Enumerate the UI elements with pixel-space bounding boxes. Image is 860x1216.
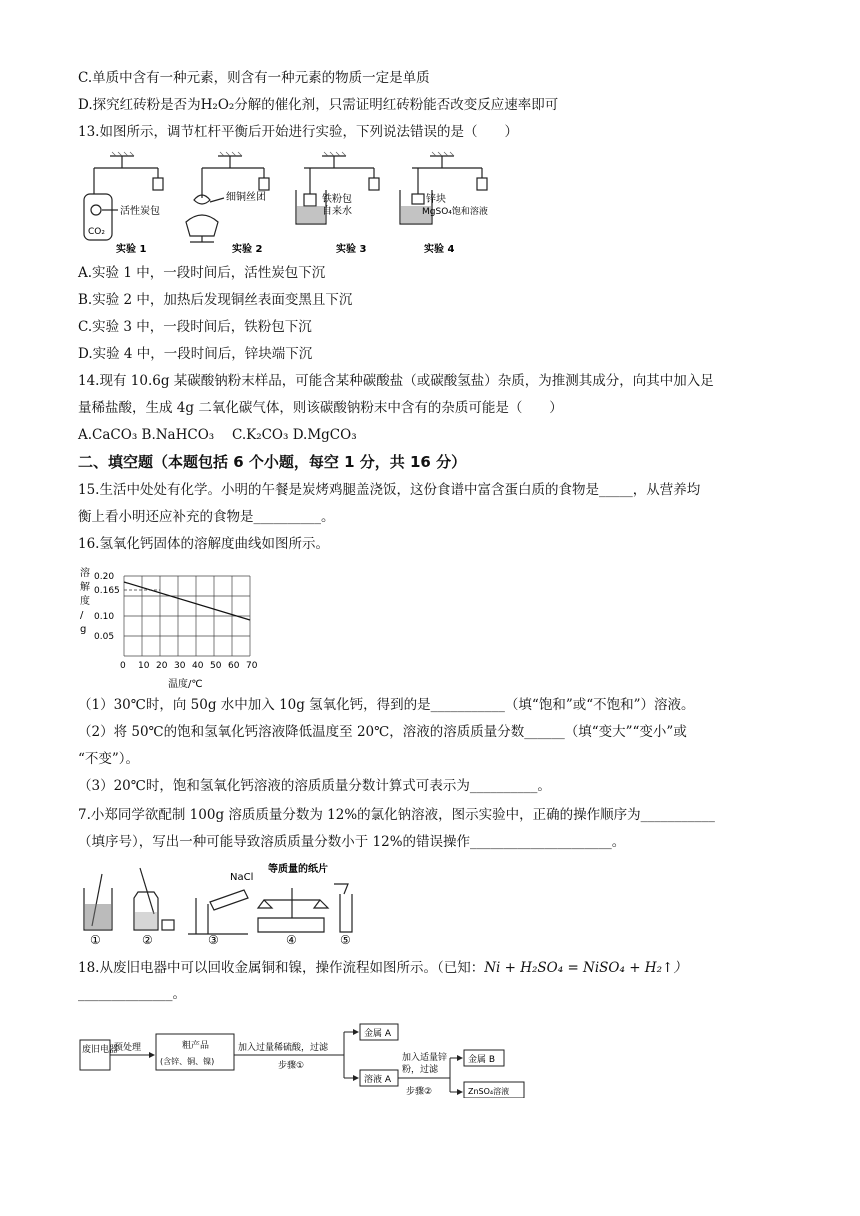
y-axis-label-char: 溶	[80, 568, 90, 579]
y-axis-label-char: 度	[80, 596, 90, 607]
y-tick-label: 0.10	[94, 612, 115, 622]
op-number-2: ②	[142, 933, 153, 947]
x-tick-label: 30	[174, 661, 186, 671]
flow-crude-contents: (含锌、铜、镍)	[160, 1057, 215, 1066]
question-17-line2: （填序号），写出一种可能导致溶质质量分数小于 12%的错误操作_____________________。	[78, 834, 626, 850]
caption-exp2: 实验 2	[232, 244, 263, 255]
option-c: C.单质中含有一种元素，则含有一种元素的物质一定是单质	[78, 70, 430, 86]
flow-pretreat: 预处理	[114, 1043, 142, 1053]
flow-box-appliances	[82, 1043, 118, 1055]
y-tick-label: 0.20	[94, 572, 115, 582]
flow-box-appliances-text: 废旧电器	[82, 1045, 119, 1055]
x-tick-label: 10	[138, 661, 150, 671]
flow-metal-a: 金属 A	[364, 1029, 392, 1039]
question-17-line1: 7.小郑同学欲配制 100g 溶质质量分数为 12%的氯化钠溶液，图示实验中，正确的操作顺序为___________	[78, 807, 715, 823]
label-zinc: 锌块	[426, 194, 446, 205]
question-18	[78, 958, 687, 978]
question-16-part1: （1）30℃时，向 50g 水中加入 10g 氢氧化钙，得到的是___________（填“饱和”或“不饱和”）溶液。	[78, 697, 695, 713]
operations-figure	[78, 858, 368, 948]
flow-metal-b: 金属 B	[468, 1055, 496, 1065]
op-number-3: ③	[208, 933, 219, 947]
solubility-chart	[78, 562, 268, 690]
recycling-flow-diagram	[78, 1022, 548, 1098]
y-tick-label: 0.05	[94, 632, 115, 642]
question-14-options: A.CaCO₃ B.NaHCO₃ C.K₂CO₃ D.MgCO₃	[78, 427, 357, 443]
op-number-4: ④	[286, 933, 297, 947]
question-15-line1: 15.生活中处处有化学。小明的午餐是炭烤鸡腿盖浇饭，这份食谱中富含蛋白质的食物是_____，从营养均	[78, 482, 701, 498]
question-16: 16.氢氧化钙固体的溶解度曲线如图所示。	[78, 536, 329, 552]
question-16-part2b: “不变”）。	[78, 751, 140, 767]
flow-solution-a: 溶液 A	[364, 1075, 392, 1085]
x-tick-label: 60	[228, 661, 240, 671]
flow-step2-text2: 粉，过滤	[402, 1065, 439, 1075]
option-d: D.探究红砖粉是否为H₂O₂分解的催化剂，只需证明红砖粉能否改变反应速率即可	[78, 97, 559, 113]
question-18-blank: ______________。	[78, 986, 186, 1002]
flow-step1-label: 步骤①	[278, 1061, 305, 1071]
op-number-1: ①	[90, 933, 101, 947]
y-axis-label-char: g	[80, 624, 87, 635]
question-15-line2: 衡上看小明还应补充的食物是__________。	[78, 509, 335, 525]
label-mgso4: MgSO₄饱和溶液	[422, 207, 488, 217]
flow-step1-text: 加入过量稀硫酸，过滤	[238, 1043, 329, 1053]
x-tick-label: 50	[210, 661, 222, 671]
label-nacl: NaCl	[230, 872, 254, 883]
question-18-text: 18.从废旧电器中可以回收金属铜和镍，操作流程如图所示。（已知：	[78, 960, 485, 976]
question-13: 13.如图所示，调节杠杆平衡后开始进行实验，下列说法错误的是（ ）	[78, 124, 518, 140]
caption-exp4: 实验 4	[424, 244, 455, 255]
x-tick-label: 20	[156, 661, 168, 671]
label-copper-wire: 细铜丝团	[226, 192, 266, 203]
op-number-5: ⑤	[340, 933, 351, 947]
q13-option-c: C.实验 3 中，一段时间后，铁粉包下沉	[78, 319, 312, 335]
question-14-line1: 14.现有 10.6g 某碳酸钠粉末样品，可能含某种碳酸盐（或碳酸氢盐）杂质，为推测其成分，向其中加入足	[78, 373, 714, 389]
y-tick-label: 0.165	[94, 586, 120, 596]
y-axis-label-char: 解	[80, 582, 90, 593]
y-axis-label-char: /	[80, 610, 84, 621]
solubility-curve	[124, 582, 250, 620]
label-co2: CO₂	[88, 227, 105, 237]
label-tap-water: 自来水	[322, 206, 352, 217]
x-tick-label: 40	[192, 661, 204, 671]
question-16-part2a: （2）将 50℃的饱和氢氧化钙溶液降低温度至 20℃，溶液的溶质质量分数______（填“变大”“变小”或	[78, 724, 687, 740]
q13-option-b: B.实验 2 中，加热后发现铜丝表面变黑且下沉	[78, 292, 353, 308]
q13-option-a: A.实验 1 中，一段时间后，活性炭包下沉	[78, 265, 326, 281]
q13-option-d: D.实验 4 中，一段时间后，锌块端下沉	[78, 346, 313, 362]
question-16-part3: （3）20℃时，饱和氢氧化钙溶液的溶质质量分数计算式可表示为__________。	[78, 778, 551, 794]
section-2-heading: 二、填空题（本题包括 6 个小题，每空 1 分，共 16 分）	[78, 453, 467, 471]
label-iron-pack: 铁粉包	[322, 194, 352, 205]
y-axis-label	[80, 566, 90, 635]
x-tick-label: 70	[246, 661, 258, 671]
label-charcoal: 活性炭包	[120, 206, 160, 217]
lever-experiments-figure	[78, 150, 508, 260]
x-axis-label: 温度/℃	[168, 679, 203, 690]
caption-exp1: 实验 1	[116, 244, 147, 255]
caption-exp3: 实验 3	[336, 244, 367, 255]
flow-znso4: ZnSO₄溶液	[468, 1087, 510, 1096]
flow-crude-product: 粗产品	[182, 1041, 210, 1051]
x-tick-label: 0	[120, 661, 126, 671]
question-14-line2: 量稀盐酸，生成 4g 二氧化碳气体，则该碳酸钠粉末中含有的杂质可能是（ ）	[78, 400, 563, 416]
flow-step2-label: 步骤②	[406, 1087, 433, 1097]
flow-step2-text1: 加入适量锌	[402, 1053, 448, 1063]
label-equal-paper: 等质量的纸片	[268, 864, 328, 875]
question-18-equation: Ni + H₂SO₄ = NiSO₄ + H₂↑）	[484, 960, 687, 976]
